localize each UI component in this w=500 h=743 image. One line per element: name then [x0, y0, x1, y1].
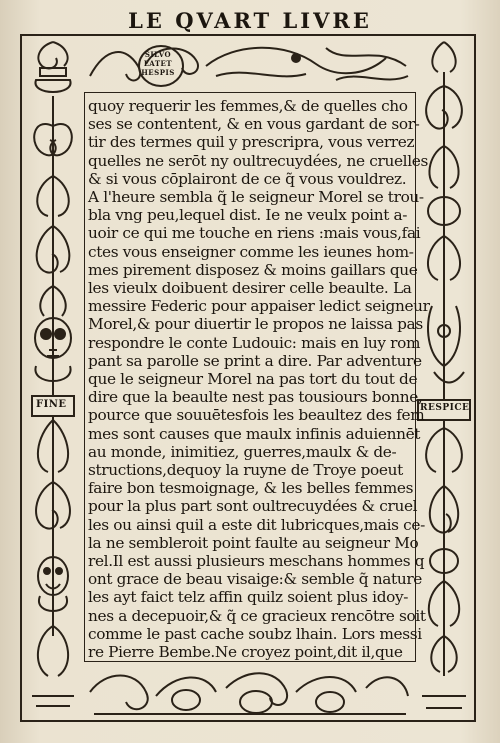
text-line: les ou ainsi quil a este dit lubricques,mais ce-: [88, 515, 425, 534]
running-header: LE QVART LIVRE: [128, 8, 372, 33]
text-line: les ayt faict telz affin quilz soient plus idoy-: [88, 588, 409, 607]
text-line: rel.Il est aussi plusieurs meschans hommes q: [88, 552, 425, 570]
right-cartouche-text: RESPICE: [420, 403, 470, 413]
body-text-block: [88, 96, 430, 661]
text-line: quoy requerir les femmes,& de quelles cho: [88, 97, 408, 115]
text-line: Morel,& pour diuertir le propos ne laissa pas: [88, 315, 423, 334]
text-line: A l'heure sembla q̃ le seigneur Morel se trou-: [88, 188, 424, 206]
text-line: pource que souuētesfois les beaultez des fem: [88, 406, 425, 425]
text-line: comme le past cache soubz lhain. Lors messi: [88, 624, 422, 643]
text-line: les vieulx doibuent desirer celle beaulte. La: [88, 279, 412, 297]
text-line: la ne sembleroit point faulte au seigneur Mo: [88, 533, 419, 552]
text-line: faire bon tesmoignage, & les belles femmes: [88, 479, 414, 498]
text-line: pour la plus part sont oultrecuydées & cruel: [88, 497, 418, 516]
left-cartouche-text: FINE: [36, 399, 67, 410]
text-line: uoir ce qui me touche en riens :mais vous,fai: [88, 224, 421, 243]
text-line: & si vous cōplairont de ce q̃ vous vouldrez.: [88, 169, 407, 188]
text-line: nes a decepuoir,& q̃ ce gracieux rencōtre soit: [88, 606, 426, 625]
text-line: ctes vous enseigner comme les ieunes hom-: [88, 242, 414, 261]
text-line: tir des termes quil y prescripra, vous verrez: [88, 133, 415, 152]
text-line: messire Federic pour appaiser ledict seigneur: [88, 297, 430, 316]
text-line: mes pirement disposez & moins gaillars que: [88, 260, 418, 279]
text-line: ont grace de beau visaige:& semble q̃ nature: [88, 570, 422, 589]
text-line: pant sa parolle se print a dire. Par adventure: [88, 351, 422, 370]
text-line: quelles ne serōt ny oultrecuydées, ne cruelles: [88, 151, 428, 170]
text-line: re Pierre Bembe.Ne croyez point,dit il,que: [88, 643, 403, 661]
text-line: structions,dequoy la ruyne de Troye poeut: [88, 461, 403, 479]
text-line: bla vng peu,lequel dist. Ie ne veulx point a-: [88, 206, 408, 225]
text-line: mes sont causes que maulx infinis aduiennēt: [88, 424, 421, 443]
text-line: au monde, inimitiez, guerres,maulx & de-: [88, 442, 397, 461]
text-line: dire que la beaulte nest pas tousiours bonne,: [88, 388, 423, 407]
text-line: que le seigneur Morel na pas tort du tout de: [88, 370, 418, 388]
text-line: respondre le conte Ludouic: mais en luy rom: [88, 333, 421, 352]
banner-scroll-text: SILVO LATET HESPIS: [141, 50, 175, 77]
bottom-ornamental-band: [86, 662, 414, 720]
text-line: ses se contentent, & en vous gardant de sor-: [88, 115, 420, 134]
left-ornamental-pillar: [22, 36, 84, 720]
